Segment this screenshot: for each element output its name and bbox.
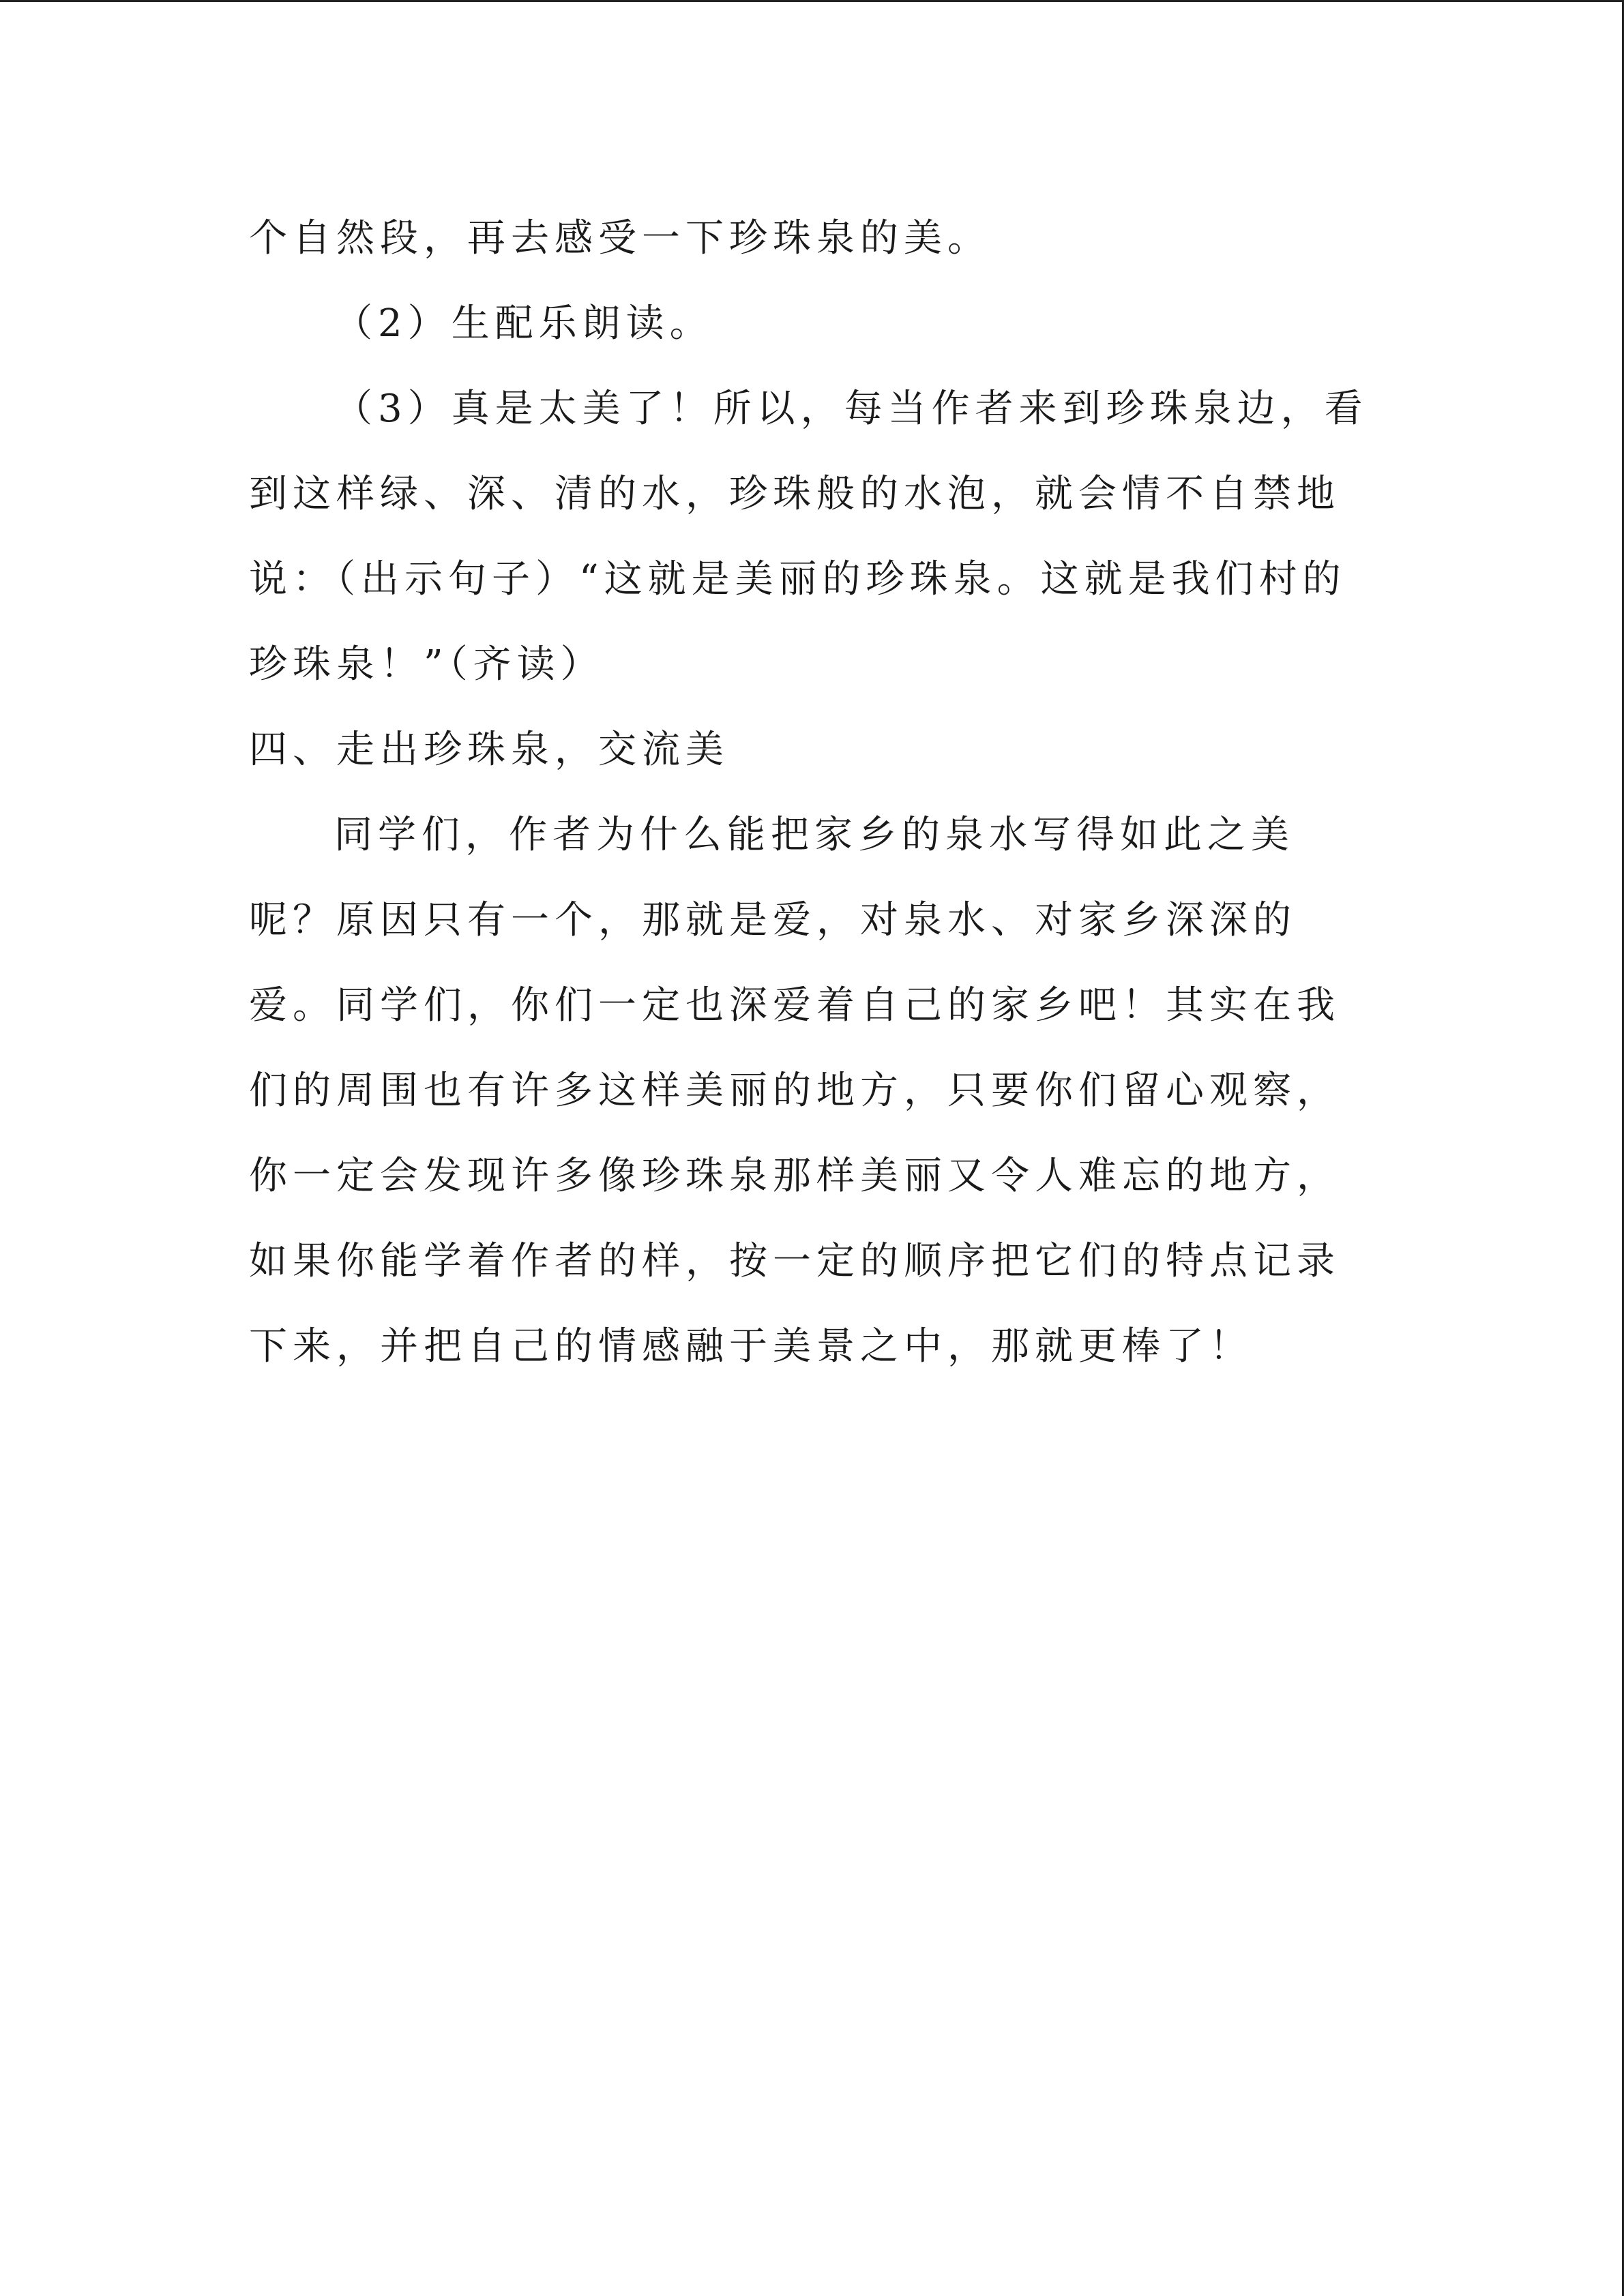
text-line: 爱。同学们，你们一定也深爱着自己的家乡吧！其实在我 — [249, 983, 1340, 1028]
text-line: 如果你能学着作者的样，按一定的顺序把它们的特点记录 — [249, 1239, 1340, 1283]
text-line: 珍珠泉！”（齐读） — [249, 642, 604, 687]
text-line: 到这样绿、深、清的水，珍珠般的水泡，就会情不自禁地 — [249, 472, 1340, 516]
text-line: （2）生配乐朗读。 — [334, 301, 713, 346]
text-line: 同学们，作者为什么能把家乡的泉水写得如此之美 — [334, 813, 1295, 857]
text-line: 个自然段，再去感受一下珍珠泉的美。 — [249, 216, 991, 260]
text-line: 说：（出示句子）“这就是美丽的珍珠泉。这就是我们村的 — [249, 557, 1346, 601]
text-line: 你一定会发现许多像珍珠泉那样美丽又令人难忘的地方， — [249, 1154, 1340, 1198]
text-line: 呢？原因只有一个，那就是爱，对泉水、对家乡深深的 — [249, 898, 1297, 942]
text-line: （3）真是太美了！所以，每当作者来到珍珠泉边，看 — [334, 387, 1368, 431]
text-line: 们的周围也有许多这样美丽的地方，只要你们留心观察， — [249, 1069, 1340, 1113]
text-line: 下来，并把自己的情感融于美景之中，那就更棒了！ — [249, 1324, 1253, 1369]
section-heading: 四、走出珍珠泉，交流美 — [249, 728, 729, 772]
